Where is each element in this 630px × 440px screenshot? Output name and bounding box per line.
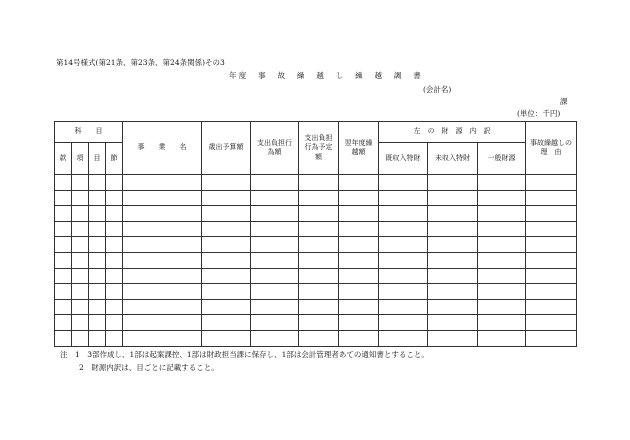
table-cell[interactable] [299, 237, 339, 253]
table-cell[interactable] [251, 190, 299, 206]
table-cell[interactable] [299, 315, 339, 331]
table-cell[interactable] [72, 206, 89, 222]
table-cell[interactable] [379, 221, 428, 237]
table-cell[interactable] [339, 284, 379, 300]
table-cell[interactable] [106, 206, 123, 222]
table-cell[interactable] [89, 315, 106, 331]
table-row [55, 221, 577, 237]
table-cell[interactable] [251, 330, 299, 346]
table-cell[interactable] [428, 190, 478, 206]
table-cell[interactable] [299, 252, 339, 268]
table-cell[interactable] [89, 284, 106, 300]
table-cell[interactable] [526, 252, 577, 268]
table-cell[interactable] [299, 190, 339, 206]
table-cell[interactable] [478, 221, 526, 237]
table-cell[interactable] [106, 252, 123, 268]
table-cell[interactable] [123, 284, 202, 300]
table-cell[interactable] [55, 175, 72, 191]
table-row [55, 206, 577, 222]
table-cell[interactable] [89, 206, 106, 222]
table-cell[interactable] [72, 330, 89, 346]
table-cell[interactable] [379, 252, 428, 268]
table-cell[interactable] [72, 221, 89, 237]
table-cell[interactable] [379, 268, 428, 284]
table-cell[interactable] [123, 221, 202, 237]
table-row [55, 175, 577, 191]
table-row [55, 330, 577, 346]
table-row [55, 315, 577, 331]
header-collected-revenue: 既収入特財 [379, 143, 428, 175]
table-cell[interactable] [123, 237, 202, 253]
table-cell[interactable] [55, 330, 72, 346]
table-cell[interactable] [89, 252, 106, 268]
header-kou: 項 [72, 143, 89, 175]
table-cell[interactable] [339, 206, 379, 222]
table-cell[interactable] [428, 237, 478, 253]
note-2: 2 財源内訳は、目ごとに記載すること。 [79, 363, 219, 372]
table-cell[interactable] [251, 175, 299, 191]
table-cell[interactable] [202, 190, 251, 206]
table-cell[interactable] [106, 221, 123, 237]
table-cell[interactable] [106, 268, 123, 284]
table-cell[interactable] [478, 284, 526, 300]
table-cell[interactable] [478, 252, 526, 268]
table-cell[interactable] [339, 330, 379, 346]
header-reason: 事故繰越しの 理 由 [526, 122, 577, 175]
table-row [55, 284, 577, 300]
table-cell[interactable] [123, 252, 202, 268]
table-cell[interactable] [123, 175, 202, 191]
table-cell[interactable] [339, 237, 379, 253]
table-cell[interactable] [478, 268, 526, 284]
table-cell[interactable] [299, 206, 339, 222]
table-cell[interactable] [339, 190, 379, 206]
table-cell[interactable] [478, 237, 526, 253]
table-cell[interactable] [379, 206, 428, 222]
table-cell[interactable] [202, 268, 251, 284]
table-cell[interactable] [202, 315, 251, 331]
table-cell[interactable] [339, 252, 379, 268]
table-cell[interactable] [251, 252, 299, 268]
table-cell[interactable] [55, 190, 72, 206]
table-cell[interactable] [106, 237, 123, 253]
table-cell[interactable] [202, 221, 251, 237]
table-cell[interactable] [379, 237, 428, 253]
table-cell[interactable] [202, 284, 251, 300]
table-cell[interactable] [55, 284, 72, 300]
table-cell[interactable] [526, 206, 577, 222]
table-cell[interactable] [72, 299, 89, 315]
table-cell[interactable] [72, 284, 89, 300]
table-row [55, 190, 577, 206]
table-cell[interactable] [428, 221, 478, 237]
table-cell[interactable] [89, 330, 106, 346]
header-funding-breakdown: 左 の 財 源 内 訳 [379, 122, 526, 143]
table-cell[interactable] [106, 299, 123, 315]
table-row [55, 299, 577, 315]
table-cell[interactable] [428, 315, 478, 331]
table-cell[interactable] [251, 315, 299, 331]
unit-label: (単位：千円) [517, 109, 561, 118]
table-cell[interactable] [526, 315, 577, 331]
form-number: 第14号様式(第21条、第23条、第24条関係)その3 [56, 58, 225, 67]
note-1: 注 1 3部作成し、1部は起案課控、1部は財政担当課に保存し、1部は会計管理者あての通知書とすること。 [60, 350, 429, 359]
table-cell[interactable] [202, 252, 251, 268]
table-cell[interactable] [428, 206, 478, 222]
table-cell[interactable] [202, 299, 251, 315]
table-row [55, 268, 577, 284]
table-row [55, 237, 577, 253]
table-cell[interactable] [428, 330, 478, 346]
table-cell[interactable] [428, 284, 478, 300]
document-title: 年度 事 故 繰 越 し 繰 越 調 書 [229, 71, 423, 80]
table-cell[interactable] [123, 315, 202, 331]
table-cell[interactable] [251, 284, 299, 300]
header-budget: 歳出予算額 [202, 122, 251, 175]
table-cell[interactable] [106, 175, 123, 191]
carryover-table [54, 121, 577, 347]
table-cell[interactable] [202, 237, 251, 253]
table-cell[interactable] [379, 190, 428, 206]
table-cell[interactable] [478, 175, 526, 191]
table-cell[interactable] [478, 190, 526, 206]
table-cell[interactable] [55, 221, 72, 237]
table-cell[interactable] [299, 268, 339, 284]
table-cell[interactable] [526, 190, 577, 206]
table-cell[interactable] [55, 315, 72, 331]
table-cell[interactable] [339, 268, 379, 284]
table-cell[interactable] [251, 206, 299, 222]
account-name-label: (会計名) [423, 85, 452, 94]
table-cell[interactable] [55, 206, 72, 222]
table-cell[interactable] [89, 190, 106, 206]
table-cell[interactable] [379, 330, 428, 346]
table-cell[interactable] [478, 206, 526, 222]
table-cell[interactable] [202, 206, 251, 222]
header-project-name: 事 業 名 [123, 122, 202, 175]
table-cell[interactable] [89, 268, 106, 284]
header-kamoku: 科 目 [55, 122, 123, 143]
table-cell[interactable] [251, 299, 299, 315]
table-cell[interactable] [106, 190, 123, 206]
table-cell[interactable] [202, 330, 251, 346]
header-next-year-carryover: 翌年度繰越額 [339, 122, 379, 175]
table-cell[interactable] [89, 237, 106, 253]
table-cell[interactable] [251, 221, 299, 237]
table-cell[interactable] [72, 315, 89, 331]
table-cell[interactable] [123, 299, 202, 315]
table-cell[interactable] [339, 315, 379, 331]
table-cell[interactable] [123, 330, 202, 346]
header-expenditure-commitment: 支出負担行為額 [251, 122, 299, 175]
table-cell[interactable] [72, 252, 89, 268]
table-cell[interactable] [106, 315, 123, 331]
table-cell[interactable] [339, 221, 379, 237]
table-cell[interactable] [428, 299, 478, 315]
header-general-revenue: 一般財源 [478, 143, 526, 175]
table-cell[interactable] [339, 299, 379, 315]
header-moku: 目 [89, 143, 106, 175]
table-cell[interactable] [123, 268, 202, 284]
table-cell[interactable] [428, 268, 478, 284]
table-cell[interactable] [202, 175, 251, 191]
table-cell[interactable] [299, 330, 339, 346]
table-cell[interactable] [55, 252, 72, 268]
table-cell[interactable] [339, 175, 379, 191]
table-row [55, 252, 577, 268]
table-cell[interactable] [526, 237, 577, 253]
table-cell[interactable] [299, 175, 339, 191]
table-cell[interactable] [379, 299, 428, 315]
table-cell[interactable] [428, 175, 478, 191]
table-cell[interactable] [72, 175, 89, 191]
table-cell[interactable] [299, 299, 339, 315]
table-cell[interactable] [72, 268, 89, 284]
table-cell[interactable] [89, 175, 106, 191]
table-cell[interactable] [526, 299, 577, 315]
table-cell[interactable] [379, 315, 428, 331]
table-cell[interactable] [55, 237, 72, 253]
header-planned-commitment: 支出負担行為予定額 [299, 122, 339, 175]
table-cell[interactable] [106, 284, 123, 300]
header-uncollected-revenue: 未収入特財 [428, 143, 478, 175]
table-cell[interactable] [123, 190, 202, 206]
table-cell[interactable] [72, 237, 89, 253]
table-cell[interactable] [428, 252, 478, 268]
table-cell[interactable] [478, 315, 526, 331]
header-setsu: 節 [106, 143, 123, 175]
table-cell[interactable] [526, 330, 577, 346]
table-cell[interactable] [526, 284, 577, 300]
department-label: 課 [560, 97, 568, 106]
table-cell[interactable] [299, 221, 339, 237]
table-cell[interactable] [526, 268, 577, 284]
table-cell[interactable] [89, 299, 106, 315]
table-cell[interactable] [379, 284, 428, 300]
table-cell[interactable] [106, 330, 123, 346]
header-kan: 款 [55, 143, 72, 175]
table-cell[interactable] [478, 330, 526, 346]
table-cell[interactable] [526, 175, 577, 191]
table-cell[interactable] [251, 237, 299, 253]
table-cell[interactable] [55, 299, 72, 315]
table-cell[interactable] [89, 221, 106, 237]
table-cell[interactable] [55, 268, 72, 284]
table-cell[interactable] [526, 221, 577, 237]
table-cell[interactable] [379, 175, 428, 191]
table-cell[interactable] [478, 299, 526, 315]
table-cell[interactable] [72, 190, 89, 206]
table-cell[interactable] [299, 284, 339, 300]
table-cell[interactable] [123, 206, 202, 222]
table-cell[interactable] [251, 268, 299, 284]
